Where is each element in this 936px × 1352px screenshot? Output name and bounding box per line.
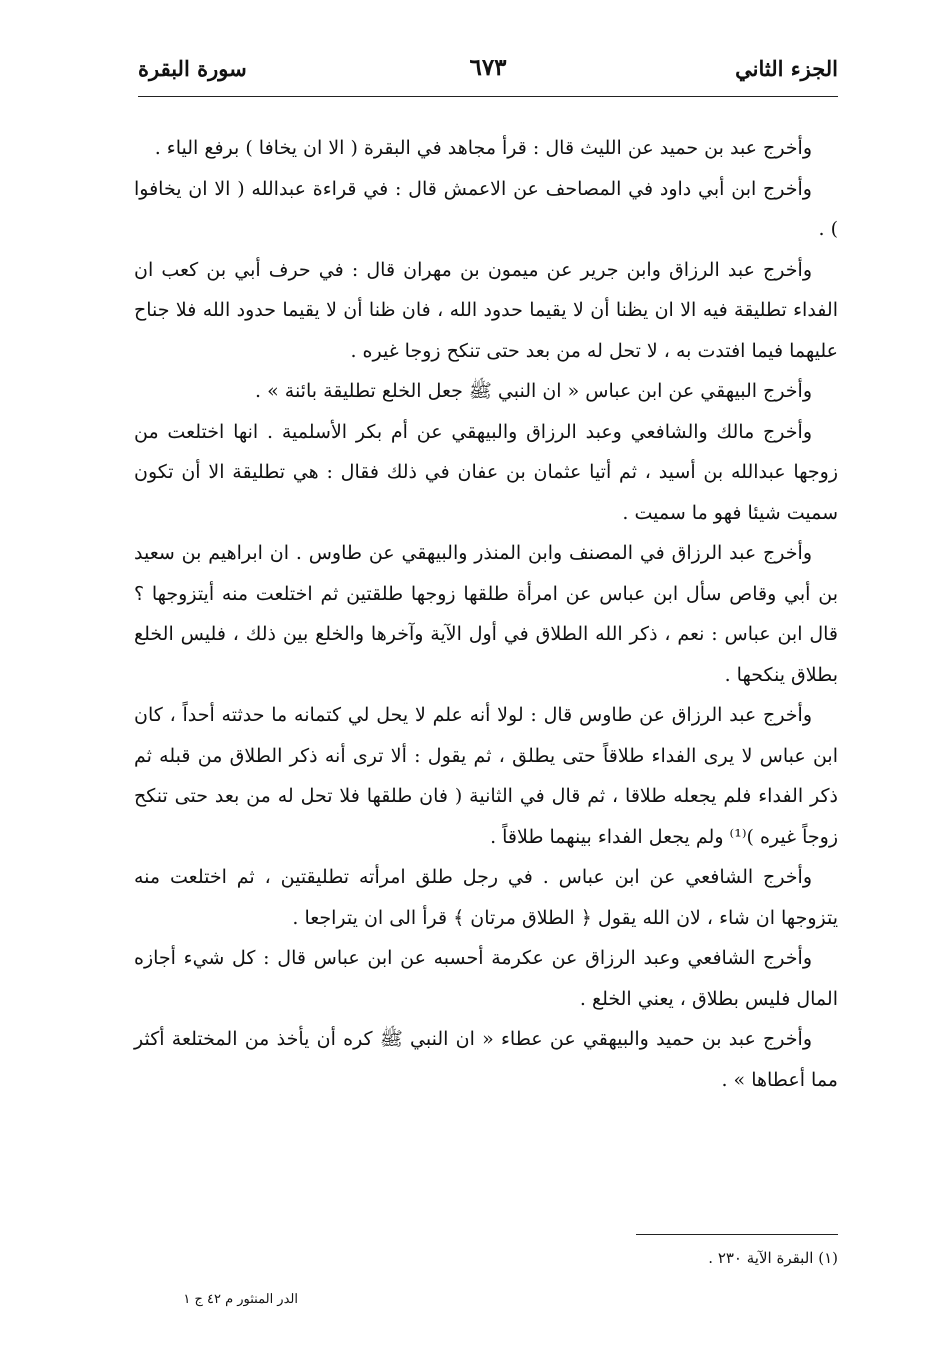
signature-mark: الدر المنثور م ٤٢ ج ١ — [183, 1292, 298, 1307]
footnote-divider — [636, 1234, 838, 1235]
paragraph: وأخرج عبد بن حميد والبيهقي عن عطاء « ان النبي ﷺ كره أن يأخذ من المختلعة أكثر مما أعطاها » . — [134, 1028, 838, 1091]
paragraph: وأخرج عبد بن حميد عن الليث قال : قرأ مجاهد في البقرة ( الا ان يخافا ) برفع الياء . — [154, 137, 812, 159]
page-body — [134, 128, 838, 1100]
header-divider — [138, 96, 838, 97]
paragraph: وأخرج مالك والشافعي وعبد الرزاق والبيهقي عن أم بكر الأسلمية . انها اختلعت من زوجها عبدالله بن أسيد ، ثم أتيا عثمان بن عفان في ذلك فقال : هي تطليقة الا أن تكون سميت شيئا فهو ما سميت . — [134, 420, 838, 524]
paragraph: وأخرج عبد الرزاق وابن جرير عن ميمون بن مهران قال : في حرف أبي بن كعب ان الفداء تطليقة فيه الا ان يظنا أن لا يقيما حدود الله ، فان ظنا أن لا يقيما حدود الله فلا جناح عليهما فيما افتدت به ، لا تحل له من بعد حتى تنكح زوجا غيره . — [134, 258, 838, 362]
surah-title: سورة البقرة — [138, 56, 247, 81]
page-number: ٦٧٣ — [469, 54, 507, 81]
paragraph: وأخرج البيهقي عن ابن عباس « ان النبي ﷺ جعل الخلع تطليقة بائنة » . — [255, 380, 812, 402]
paragraph: وأخرج عبد الرزاق في المصنف وابن المنذر والبيهقي عن طاوس . ان ابراهيم بن سعيد بن أبي وقاص سأل ابن عباس عن امرأة طلقها زوجها طلقتين ثم اختلعت منه أيتزوجها ؟ قال ابن عباس : نعم ، ذكر الله الطلاق في أول الآية وآخرها والخلع بين ذلك ، فليس الخلع بطلاق ينكحها . — [134, 542, 838, 686]
footnote: (١) البقرة الآية ٢٣٠ . — [708, 1249, 838, 1267]
part-title: الجزء الثاني — [735, 56, 838, 81]
paragraph: وأخرج الشافعي عن ابن عباس . في رجل طلق امرأته تطليقتين ، ثم اختلعت منه يتزوجها ان شاء ، لان الله يقول ﴿ الطلاق مرتان ﴾ قرأ الى ان يتراجعا . — [134, 866, 838, 929]
paragraph: وأخرج ابن أبي داود في المصاحف عن الاعمش قال : في قراءة عبدالله ( الا ان يخافوا ) . — [134, 177, 838, 240]
paragraph: وأخرج عبد الرزاق عن طاوس قال : لولا أنه علم لا يحل لي كتمانه ما حدثته أحداً ، كان ابن عباس لا يرى الفداء طلاقاً حتى يطلق ، ثم يقول : ألا ترى أنه ذكر الطلاق من قبله ثم ذكر الفداء فلم يجعله طلاقا ، ثم قال في الثانية ( فان طلقها فلا تحل له من بعد حتى تنكح زوجاً غيره )⁽¹⁾ ولم يجعل الفداء بينهما طلاقاً . — [134, 704, 838, 848]
page-header — [138, 54, 838, 94]
paragraph: وأخرج الشافعي وعبد الرزاق عن عكرمة أحسبه عن ابن عباس قال : كل شيء أجازه المال فليس بطلاق ، يعني الخلع . — [134, 947, 838, 1010]
